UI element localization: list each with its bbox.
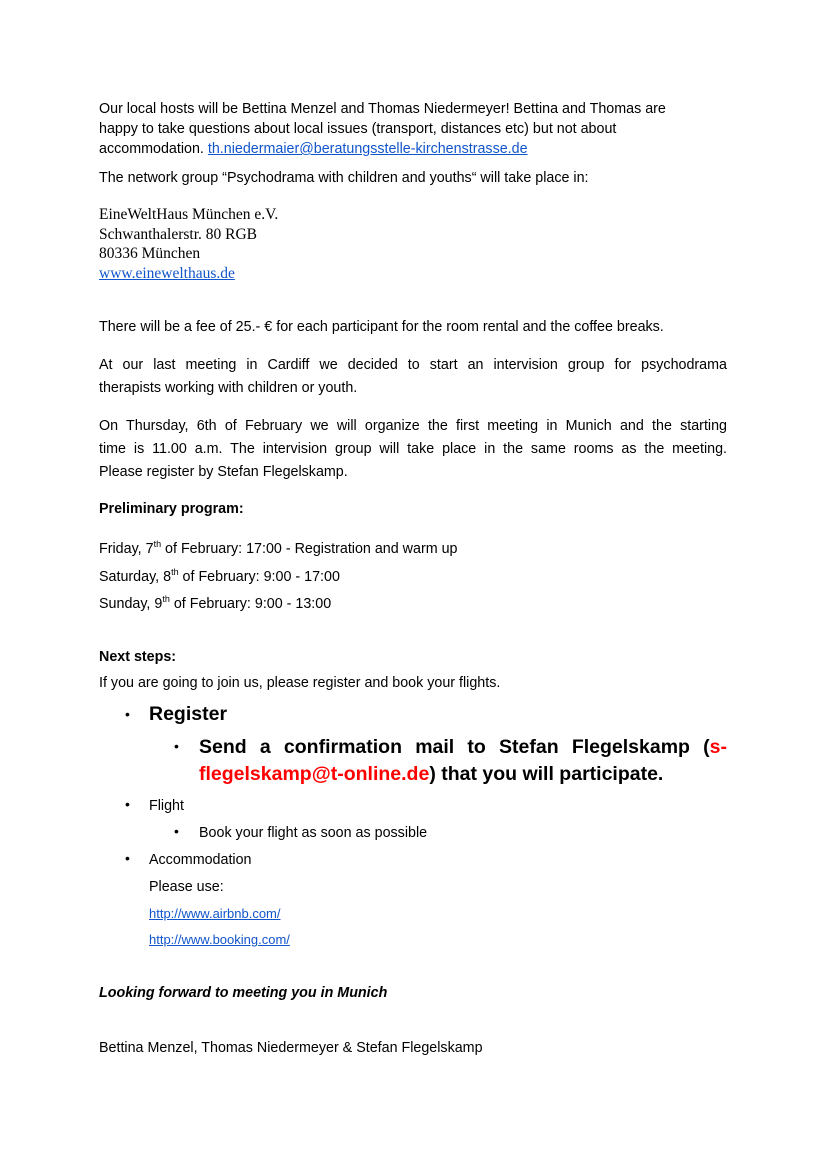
next-steps-heading: Next steps:	[99, 649, 177, 665]
intro-line-3: accommodation. th.niedermaier@beratungsstelle-kirchenstrasse.de	[99, 141, 528, 157]
intro-line-1: Our local hosts will be Bettina Menzel and Thomas Niedermeyer! Bettina and Thomas are	[99, 101, 666, 117]
confirmation-email-part-1[interactable]: s-	[709, 736, 727, 758]
intro-line-2: happy to take questions about local issues (transport, distances etc) but not about	[99, 121, 617, 137]
venue-name: EineWeltHaus München e.V.	[99, 206, 279, 223]
intro-paragraph	[99, 99, 727, 159]
program-item: Sunday, 9th of February: 9:00 - 13:00	[99, 594, 332, 612]
bullet-icon: •	[174, 738, 179, 754]
venue-website-link[interactable]: www.einewelthaus.de	[99, 264, 235, 282]
thursday-line-3: Please register by Stefan Flegelskamp.	[99, 464, 348, 480]
next-steps-intro: If you are going to join us, please register and book your flights.	[99, 675, 501, 691]
register-item: Register	[149, 703, 228, 725]
confirmation-item	[199, 734, 727, 788]
signature-line: Bettina Menzel, Thomas Niedermeyer & Stefan Flegelskamp	[99, 1040, 483, 1056]
cardiff-line-2: therapists working with children or youth.	[99, 380, 358, 396]
thursday-line-2: time is 11.00 a.m. The intervision group will take place in the same rooms as the meeting.	[99, 441, 727, 457]
bullet-icon: •	[174, 823, 179, 839]
cardiff-paragraph	[99, 354, 727, 400]
venue-address	[99, 205, 727, 283]
accommodation-item: Accommodation	[149, 852, 252, 868]
program-item: Friday, 7th of February: 17:00 - Registration and warm up	[99, 539, 458, 557]
thursday-line-1: On Thursday, 6th of February we will organize the first meeting in Munich and the starting	[99, 418, 727, 434]
bullet-icon: •	[125, 850, 130, 866]
flight-item: Flight	[149, 798, 184, 814]
fee-paragraph: There will be a fee of 25.- € for each participant for the room rental and the coffee breaks.	[99, 319, 664, 335]
program-list	[99, 536, 727, 619]
bullet-icon: •	[125, 796, 130, 812]
document-page	[99, 0, 727, 1169]
confirmation-line-2: flegelskamp@t-online.de) that you will participate.	[199, 763, 664, 785]
please-use-label: Please use:	[149, 879, 224, 895]
confirmation-line-1: Send a confirmation mail to Stefan Flegelskamp (s-	[199, 736, 727, 758]
network-line: The network group “Psychodrama with children and youths“ will take place in:	[99, 170, 589, 186]
closing-line: Looking forward to meeting you in Munich	[99, 985, 388, 1001]
host-email-link[interactable]: th.niedermaier@beratungsstelle-kirchenstrasse.de	[207, 141, 528, 157]
bullet-icon: •	[125, 706, 130, 722]
thursday-paragraph	[99, 415, 727, 484]
venue-city: 80336 München	[99, 245, 201, 262]
program-heading: Preliminary program:	[99, 501, 244, 517]
venue-street: Schwanthalerstr. 80 RGB	[99, 225, 257, 243]
airbnb-link[interactable]: http://www.airbnb.com/	[149, 906, 281, 921]
flight-sub-item: Book your flight as soon as possible	[199, 825, 428, 841]
program-item: Saturday, 8th of February: 9:00 - 17:00	[99, 566, 340, 585]
confirmation-email-part-2[interactable]: flegelskamp@t-online.de	[199, 763, 430, 785]
cardiff-line-1: At our last meeting in Cardiff we decided to start an intervision group for psychodrama	[99, 357, 727, 373]
booking-link[interactable]: http://www.booking.com/	[149, 932, 290, 947]
